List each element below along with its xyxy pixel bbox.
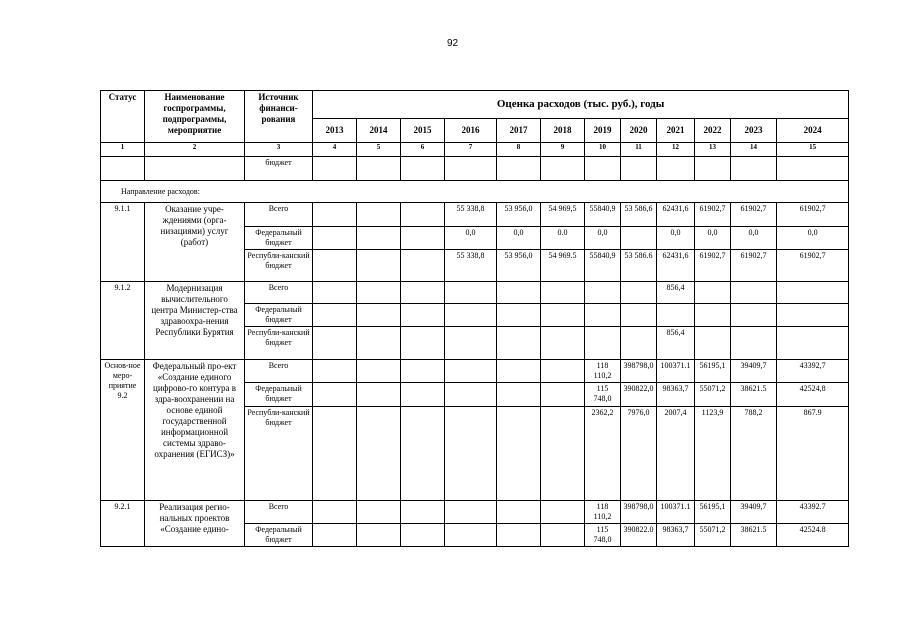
value-cell [497, 157, 541, 181]
value-cell [357, 227, 401, 250]
value-cell: 54 969,5 [541, 203, 585, 227]
value-cell [541, 282, 585, 304]
value-cell: 55 338,8 [445, 203, 497, 227]
status-cell: 9.1.2 [101, 282, 145, 360]
value-cell [445, 304, 497, 327]
value-cell [585, 304, 621, 327]
column-number: 7 [445, 143, 497, 157]
value-cell [731, 304, 777, 327]
value-cell [401, 282, 445, 304]
header-status: Статус [101, 91, 145, 143]
value-cell [497, 407, 541, 501]
value-cell [541, 501, 585, 524]
value-cell: 100371.1 [657, 501, 695, 524]
value-cell [585, 327, 621, 360]
value-cell: 61902,7 [777, 203, 849, 227]
year-header: 2024 [777, 119, 849, 143]
value-cell: 98363,7 [657, 383, 695, 407]
column-number: 13 [695, 143, 731, 157]
value-cell [777, 157, 849, 181]
value-cell: 115 748,0 [585, 383, 621, 407]
year-header: 2014 [357, 119, 401, 143]
value-cell [731, 157, 777, 181]
status-cell [101, 157, 145, 181]
year-header: 2015 [401, 119, 445, 143]
value-cell [313, 250, 357, 282]
source-cell: Федеральный бюджет [245, 304, 313, 327]
value-cell: 55071,2 [695, 524, 731, 547]
value-cell [777, 304, 849, 327]
value-cell [357, 360, 401, 383]
value-cell: 98363,7 [657, 524, 695, 547]
source-cell: Всего [245, 501, 313, 524]
value-cell [497, 304, 541, 327]
value-cell: 42524,8 [777, 383, 849, 407]
table-row [101, 203, 849, 227]
value-cell: 39409,7 [731, 360, 777, 383]
value-cell [313, 327, 357, 360]
header-name: Наименование госпрограммы, подпрограммы, мероприятие [145, 91, 245, 143]
value-cell: 43392.7 [777, 501, 849, 524]
value-cell: 62431,6 [657, 250, 695, 282]
value-cell [313, 407, 357, 501]
source-cell: Республи-канский бюджет [245, 327, 313, 360]
value-cell: 0,0 [445, 227, 497, 250]
source-cell: Федеральный бюджет [245, 227, 313, 250]
year-header: 2013 [313, 119, 357, 143]
value-cell [731, 282, 777, 304]
value-cell [401, 203, 445, 227]
column-number: 15 [777, 143, 849, 157]
value-cell: 2007,4 [657, 407, 695, 501]
source-cell: Республи-канский бюджет [245, 407, 313, 501]
value-cell: 53 956,0 [497, 250, 541, 282]
value-cell [777, 282, 849, 304]
source-cell: Федеральный бюджет [245, 383, 313, 407]
value-cell: 43392,7 [777, 360, 849, 383]
value-cell [497, 327, 541, 360]
source-cell: Всего [245, 203, 313, 227]
value-cell [357, 327, 401, 360]
value-cell [621, 327, 657, 360]
value-cell: 56195,1 [695, 501, 731, 524]
name-cell: Оказание учре-ждениями (орга-низациями) услуг (работ) [145, 203, 245, 282]
value-cell [357, 304, 401, 327]
value-cell [313, 360, 357, 383]
value-cell [401, 250, 445, 282]
value-cell: 0,0 [585, 227, 621, 250]
name-cell: Федеральный про-ект «Создание единого цифрово-го контура в здра-воохранении на основе единой государственной информационной системы здраво-охранения (ЕГИСЗ)» [145, 360, 245, 501]
value-cell: 1123,9 [695, 407, 731, 501]
source-cell: бюджет [245, 157, 313, 181]
year-header: 2018 [541, 119, 585, 143]
value-cell: 788,2 [731, 407, 777, 501]
year-header: 2017 [497, 119, 541, 143]
value-cell [357, 383, 401, 407]
source-cell: Федеральный бюджет [245, 524, 313, 547]
value-cell [695, 282, 731, 304]
value-cell: 390822.0 [621, 524, 657, 547]
column-number: 1 [101, 143, 145, 157]
value-cell [401, 383, 445, 407]
value-cell: 39409,7 [731, 501, 777, 524]
column-number: 6 [401, 143, 445, 157]
year-header: 2023 [731, 119, 777, 143]
value-cell [401, 407, 445, 501]
column-number: 3 [245, 143, 313, 157]
value-cell [357, 203, 401, 227]
value-cell: 53 586,6 [621, 203, 657, 227]
value-cell [497, 282, 541, 304]
value-cell [695, 327, 731, 360]
value-cell [621, 304, 657, 327]
value-cell: 115 748,0 [585, 524, 621, 547]
value-cell: 56195,1 [695, 360, 731, 383]
value-cell [541, 383, 585, 407]
value-cell [401, 524, 445, 547]
value-cell [621, 227, 657, 250]
value-cell [357, 250, 401, 282]
value-cell [445, 524, 497, 547]
value-cell: 61902,7 [695, 203, 731, 227]
status-cell: Основ-ное меро-приятие 9.2 [101, 360, 145, 501]
value-cell: 398798,0 [621, 360, 657, 383]
value-cell [657, 157, 695, 181]
value-cell: 0,0 [777, 227, 849, 250]
value-cell: 55840,9 [585, 203, 621, 227]
value-cell [541, 524, 585, 547]
value-cell: 61902,7 [695, 250, 731, 282]
column-number: 10 [585, 143, 621, 157]
page-number: 92 [446, 38, 459, 49]
column-number: 2 [145, 143, 245, 157]
value-cell: 54 969.5 [541, 250, 585, 282]
value-cell [585, 282, 621, 304]
value-cell [313, 157, 357, 181]
value-cell [541, 327, 585, 360]
value-cell [401, 157, 445, 181]
value-cell [657, 304, 695, 327]
value-cell [621, 157, 657, 181]
column-number: 5 [357, 143, 401, 157]
value-cell: 118 110,2 [585, 501, 621, 524]
value-cell: 0,0 [731, 227, 777, 250]
value-cell [313, 203, 357, 227]
year-header: 2021 [657, 119, 695, 143]
value-cell: 55840,9 [585, 250, 621, 282]
value-cell: 398798,0 [621, 501, 657, 524]
column-number: 11 [621, 143, 657, 157]
source-cell: Всего [245, 282, 313, 304]
column-number: 4 [313, 143, 357, 157]
year-header: 2022 [695, 119, 731, 143]
value-cell: 55 338,8 [445, 250, 497, 282]
name-cell: Модернизация вычислительного центра Министер-ства здравоохра-нения Республики Бурятия [145, 282, 245, 360]
value-cell: 856,4 [657, 327, 695, 360]
value-cell [401, 327, 445, 360]
source-cell: Республи-канский бюджет [245, 250, 313, 282]
value-cell: 867.9 [777, 407, 849, 501]
value-cell: 38621.5 [731, 524, 777, 547]
value-cell [313, 282, 357, 304]
value-cell [401, 304, 445, 327]
value-cell [357, 524, 401, 547]
expenses-table [100, 90, 849, 547]
value-cell: 42524.8 [777, 524, 849, 547]
value-cell [313, 227, 357, 250]
value-cell [497, 360, 541, 383]
value-cell [313, 304, 357, 327]
value-cell [401, 501, 445, 524]
value-cell: 100371.1 [657, 360, 695, 383]
header-estimate: Оценка расходов (тыс. руб.), годы [313, 91, 849, 119]
name-cell [145, 157, 245, 181]
value-cell: 856,4 [657, 282, 695, 304]
header-source: Источник финанси-рования [245, 91, 313, 143]
value-cell [445, 501, 497, 524]
year-header: 2020 [621, 119, 657, 143]
value-cell [313, 383, 357, 407]
direction-label: Направление расходов: [101, 181, 849, 203]
value-cell [497, 524, 541, 547]
value-cell: 0,0 [497, 227, 541, 250]
value-cell: 2362,2 [585, 407, 621, 501]
value-cell [401, 227, 445, 250]
value-cell: 53 956,0 [497, 203, 541, 227]
value-cell [357, 501, 401, 524]
value-cell [541, 407, 585, 501]
value-cell: 61902,7 [731, 203, 777, 227]
value-cell: 61902,7 [731, 250, 777, 282]
value-cell [401, 360, 445, 383]
year-header: 2016 [445, 119, 497, 143]
value-cell [313, 524, 357, 547]
table-row [101, 501, 849, 524]
value-cell [445, 360, 497, 383]
value-cell [313, 501, 357, 524]
status-cell: 9.1.1 [101, 203, 145, 282]
value-cell [357, 407, 401, 501]
value-cell: 0.0 [541, 227, 585, 250]
value-cell [695, 304, 731, 327]
value-cell [357, 282, 401, 304]
value-cell [695, 157, 731, 181]
year-header: 2019 [585, 119, 621, 143]
value-cell [445, 327, 497, 360]
value-cell [777, 327, 849, 360]
value-cell: 390822,0 [621, 383, 657, 407]
value-cell [541, 304, 585, 327]
value-cell: 55071,2 [695, 383, 731, 407]
value-cell: 118 110,2 [585, 360, 621, 383]
value-cell [497, 383, 541, 407]
value-cell [621, 282, 657, 304]
value-cell: 0,0 [695, 227, 731, 250]
column-number: 12 [657, 143, 695, 157]
column-number: 14 [731, 143, 777, 157]
status-cell: 9.2.1 [101, 501, 145, 547]
value-cell [497, 501, 541, 524]
value-cell: 0,0 [657, 227, 695, 250]
value-cell: 61902,7 [777, 250, 849, 282]
value-cell [445, 383, 497, 407]
value-cell [445, 407, 497, 501]
value-cell [541, 360, 585, 383]
source-cell: Всего [245, 360, 313, 383]
value-cell: 62431,6 [657, 203, 695, 227]
table-row [101, 282, 849, 304]
value-cell [585, 157, 621, 181]
value-cell: 53 586.6 [621, 250, 657, 282]
value-cell [445, 157, 497, 181]
name-cell: Реализация регио-нальных проектов «Создание едино- [145, 501, 245, 547]
value-cell [731, 327, 777, 360]
value-cell: 38621.5 [731, 383, 777, 407]
table-row [101, 360, 849, 383]
value-cell [445, 282, 497, 304]
value-cell: 7976,0 [621, 407, 657, 501]
column-number: 9 [541, 143, 585, 157]
value-cell [357, 157, 401, 181]
column-number: 8 [497, 143, 541, 157]
value-cell [541, 157, 585, 181]
